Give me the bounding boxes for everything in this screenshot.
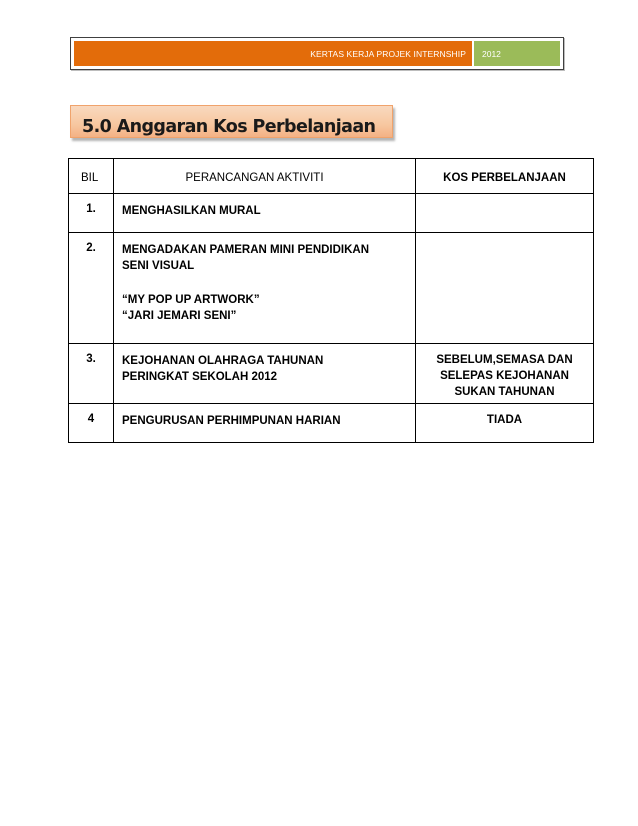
cost-line: SUKAN TAHUNAN xyxy=(454,386,555,398)
row-number: 3. xyxy=(69,344,114,404)
activity-line: MENGADAKAN PAMERAN MINI PENDIDIKAN xyxy=(122,244,370,256)
column-header-aktiviti: PERANCANGAN AKTIVITI xyxy=(114,159,416,194)
table-header-row xyxy=(69,159,594,194)
activity-cell xyxy=(114,404,416,443)
row-number: 2. xyxy=(69,233,114,344)
activity-title-line: “MY POP UP ARTWORK” xyxy=(122,294,260,306)
activity-line: PERINGKAT SEKOLAH 2012 xyxy=(122,371,278,383)
activity-line: KEJOHANAN OLAHRAGA TAHUNAN xyxy=(122,355,324,367)
page-header xyxy=(70,37,564,70)
cost-line: SEBELUM,SEMASA DAN xyxy=(436,354,573,366)
header-year: 2012 xyxy=(474,41,560,66)
section-heading: 5.0 Anggaran Kos Perbelanjaan xyxy=(82,117,376,137)
cost-line: SELEPAS KEJOHANAN xyxy=(440,370,569,382)
budget-table xyxy=(68,158,594,443)
activity-line: PENGURUSAN PERHIMPUNAN HARIAN xyxy=(122,415,341,427)
spacer xyxy=(122,274,415,292)
activity-cell xyxy=(114,233,416,344)
column-header-kos: KOS PERBELANJAAN xyxy=(416,159,594,194)
table-row xyxy=(69,344,594,404)
cost-line: TIADA xyxy=(486,414,523,426)
section-heading-box xyxy=(70,105,393,138)
row-number: 1. xyxy=(69,194,114,233)
header-bar xyxy=(74,41,560,66)
cost-cell xyxy=(416,233,594,344)
cost-cell xyxy=(416,344,594,404)
activity-line: MENGHASILKAN MURAL xyxy=(122,205,261,217)
activity-title-line: “JARI JEMARI SENI” xyxy=(122,310,237,322)
activity-cell xyxy=(114,194,416,233)
column-header-bil: BIL xyxy=(69,159,114,194)
table-row xyxy=(69,404,594,443)
cost-cell xyxy=(416,404,594,443)
table-row xyxy=(69,233,594,344)
row-number: 4 xyxy=(69,404,114,443)
header-title: KERTAS KERJA PROJEK INTERNSHIP xyxy=(74,41,472,66)
activity-cell xyxy=(114,344,416,404)
table-row xyxy=(69,194,594,233)
cost-cell xyxy=(416,194,594,233)
activity-line: SENI VISUAL xyxy=(122,260,195,272)
